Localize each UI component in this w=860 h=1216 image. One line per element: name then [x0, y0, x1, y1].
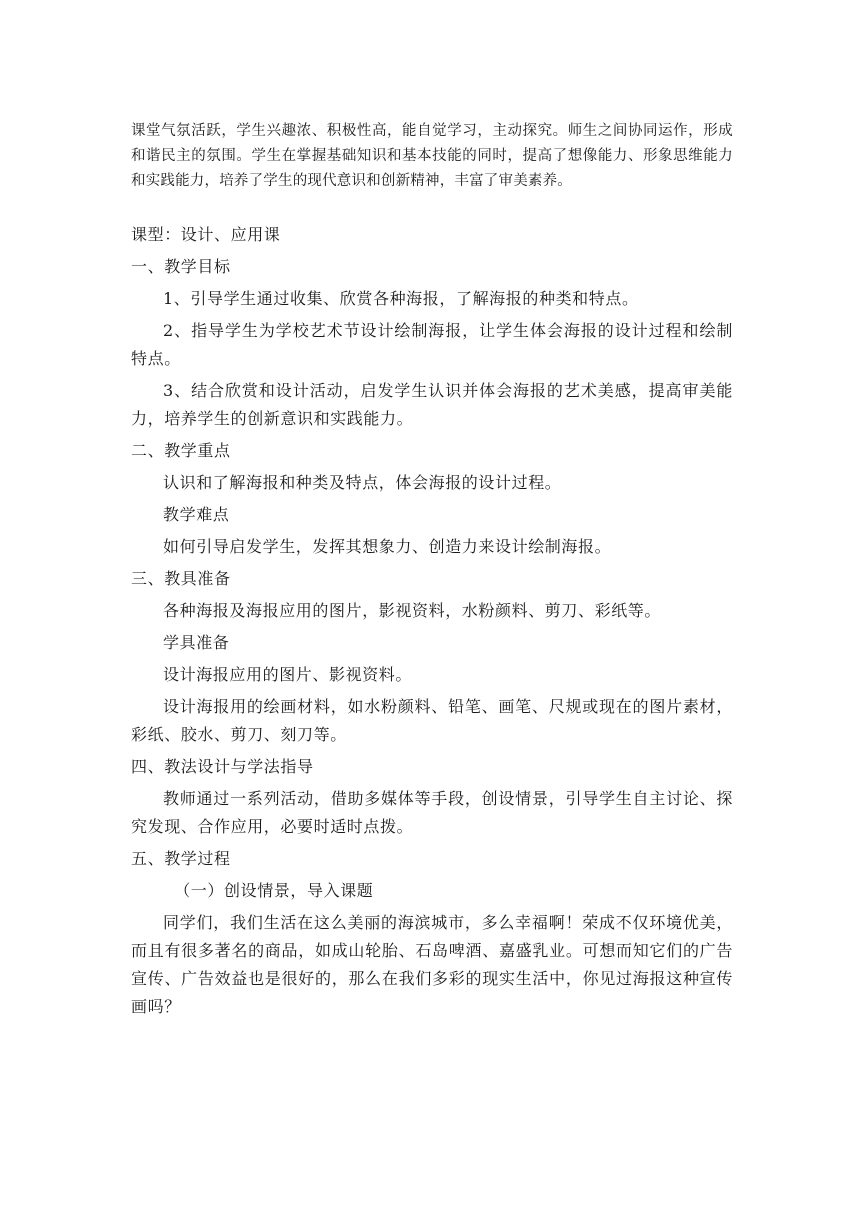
objective-item: 2、指导学生为学校艺术节设计绘制海报，让学生体会海报的设计过程和绘制特点。: [131, 321, 733, 368]
difficulty-label: 教学难点: [163, 505, 230, 524]
section-heading-methods: 四、教法设计与学法指导: [131, 757, 314, 776]
section-heading-process: 五、教学过程: [131, 849, 231, 868]
section-heading-tools: 三、教具准备: [131, 569, 231, 588]
student-tools-label: 学具准备: [163, 633, 230, 652]
objective-item: 1、引导学生通过收集、欣赏各种海报，了解海报的种类和特点。: [163, 289, 639, 308]
teacher-tools-text: 各种海报及海报应用的图片，影视资料，水粉颜料、剪刀、彩纸等。: [163, 601, 662, 620]
key-point-text: 认识和了解海报和种类及特点，体会海报的设计过程。: [163, 473, 562, 492]
lesson-plan-body: [131, 221, 733, 1025]
student-tools-text: 设计海报应用的图片、影视资料。: [163, 665, 413, 684]
intro-paragraph: 课堂气氛活跃，学生兴趣浓、积极性高，能自觉学习，主动探究。师生之间协同运作，形成和谐民主的氛围。学生在掌握基础知识和基本技能的同时，提高了想像能力、形象思维能力和实践能力，培养了学生的现代意识和创新精神，丰富了审美素养。: [131, 122, 733, 189]
course-type: 课型：设计、应用课: [131, 225, 281, 244]
section-heading-objectives: 一、教学目标: [131, 257, 231, 276]
methods-text: 教师通过一系列活动，借助多媒体等手段，创设情景，引导学生自主讨论、探究发现、合作应用，必要时适时点拨。: [131, 789, 733, 836]
process-sub-heading: （一）创设情景，导入课题: [174, 881, 374, 900]
student-tools-text: 设计海报用的绘画材料，如水粉颜料、铅笔、画笔、尺规或现在的图片素材，彩纸、胶水、剪刀、刻刀等。: [131, 697, 733, 744]
process-text: 同学们，我们生活在这么美丽的海滨城市，多么幸福啊！荣成不仅环境优美，而且有很多著名的商品，如成山轮胎、石岛啤酒、嘉盛乳业。可想而知它们的广告宣传、广告效益也是很好的，那么在我们多彩的现实生活中，你见过海报这种宣传画吗？: [131, 913, 733, 1016]
difficulty-text: 如何引导启发学生，发挥其想象力、创造力来设计绘制海报。: [163, 537, 612, 556]
section-heading-key-points: 二、教学重点: [131, 441, 231, 460]
objective-item: 3、结合欣赏和设计活动，启发学生认识并体会海报的艺术美感，提高审美能力，培养学生的创新意识和实践能力。: [131, 381, 733, 428]
